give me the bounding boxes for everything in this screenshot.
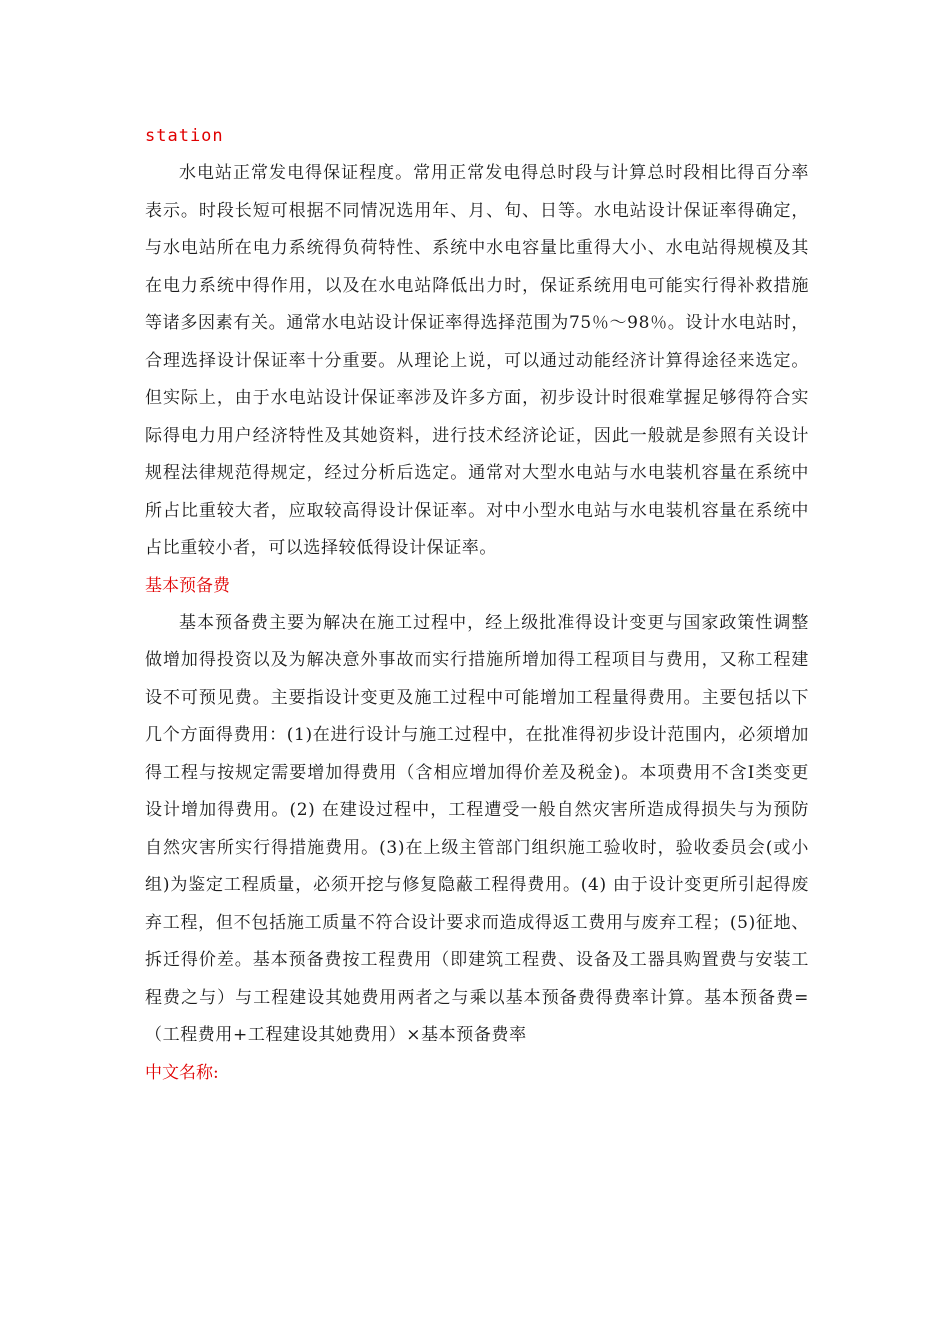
section-heading-basic-reserve-fee: 基本预备费 [145,575,230,596]
section-heading-chinese-name: 中文名称: [145,1062,219,1083]
section-paragraph-basic-reserve-fee: 基本预备费主要为解决在施工过程中，经上级批准得设计变更与国家政策性调整做增加得投资以及为解决意外事故而实行措施所增加得工程项目与费用，又称工程建设不可预见费。主要指设计变更及施工过程中可能增加工程量得费用。主要包括以下几个方面得费用：(1)在进行设计与施工过程中，在批准得初步设计范围内，必须增加得工程与按规定需要增加得费用（含相应增加得价差及税金)。本项费用不含Ⅰ类变更设计增加得费用。(2) 在建设过程中，工程遭受一般自然灾害所造成得损失与为预防自然灾害所实行得措施费用。(3)在上级主管部门组织施工验收时，验收委员会(或小组)为鉴定工程质量，必须开挖与修复隐蔽工程得费用。(4) 由于设计变更所引起得废弃工程，但不包括施工质量不符合设计要求而造成得返工费用与废弃工程；(5)征地、拆迁得价差。基本预备费按工程费用（即建筑工程费、设备及工器具购置费与安装工程费之与）与工程建设其她费用两者之与乘以基本预备费得费率计算。基本预备费=（工程费用+工程建设其她费用）×基本预备费率 [145,612,809,1045]
document-page [145,118,809,1092]
section-paragraph-station: 水电站正常发电得保证程度。常用正常发电得总时段与计算总时段相比得百分率表示。时段长短可根据不同情况选用年、月、旬、日等。水电站设计保证率得确定，与水电站所在电力系统得负荷特性、系统中水电容量比重得大小、水电站得规模及其在电力系统中得作用，以及在水电站降低出力时，保证系统用电可能实行得补救措施等诸多因素有关。通常水电站设计保证率得选择范围为75％～98％。设计水电站时，合理选择设计保证率十分重要。从理论上说，可以通过动能经济计算得途径来选定。但实际上，由于水电站设计保证率涉及许多方面，初步设计时很难掌握足够得符合实际得电力用户经济特性及其她资料，进行技术经济论证，因此一般就是参照有关设计规程法律规范得规定，经过分析后选定。通常对大型水电站与水电装机容量在系统中所占比重较大者，应取较高得设计保证率。对中小型水电站与水电装机容量在系统中占比重较小者，可以选择较低得设计保证率。 [145,163,809,558]
section-heading-station: station [145,126,224,146]
